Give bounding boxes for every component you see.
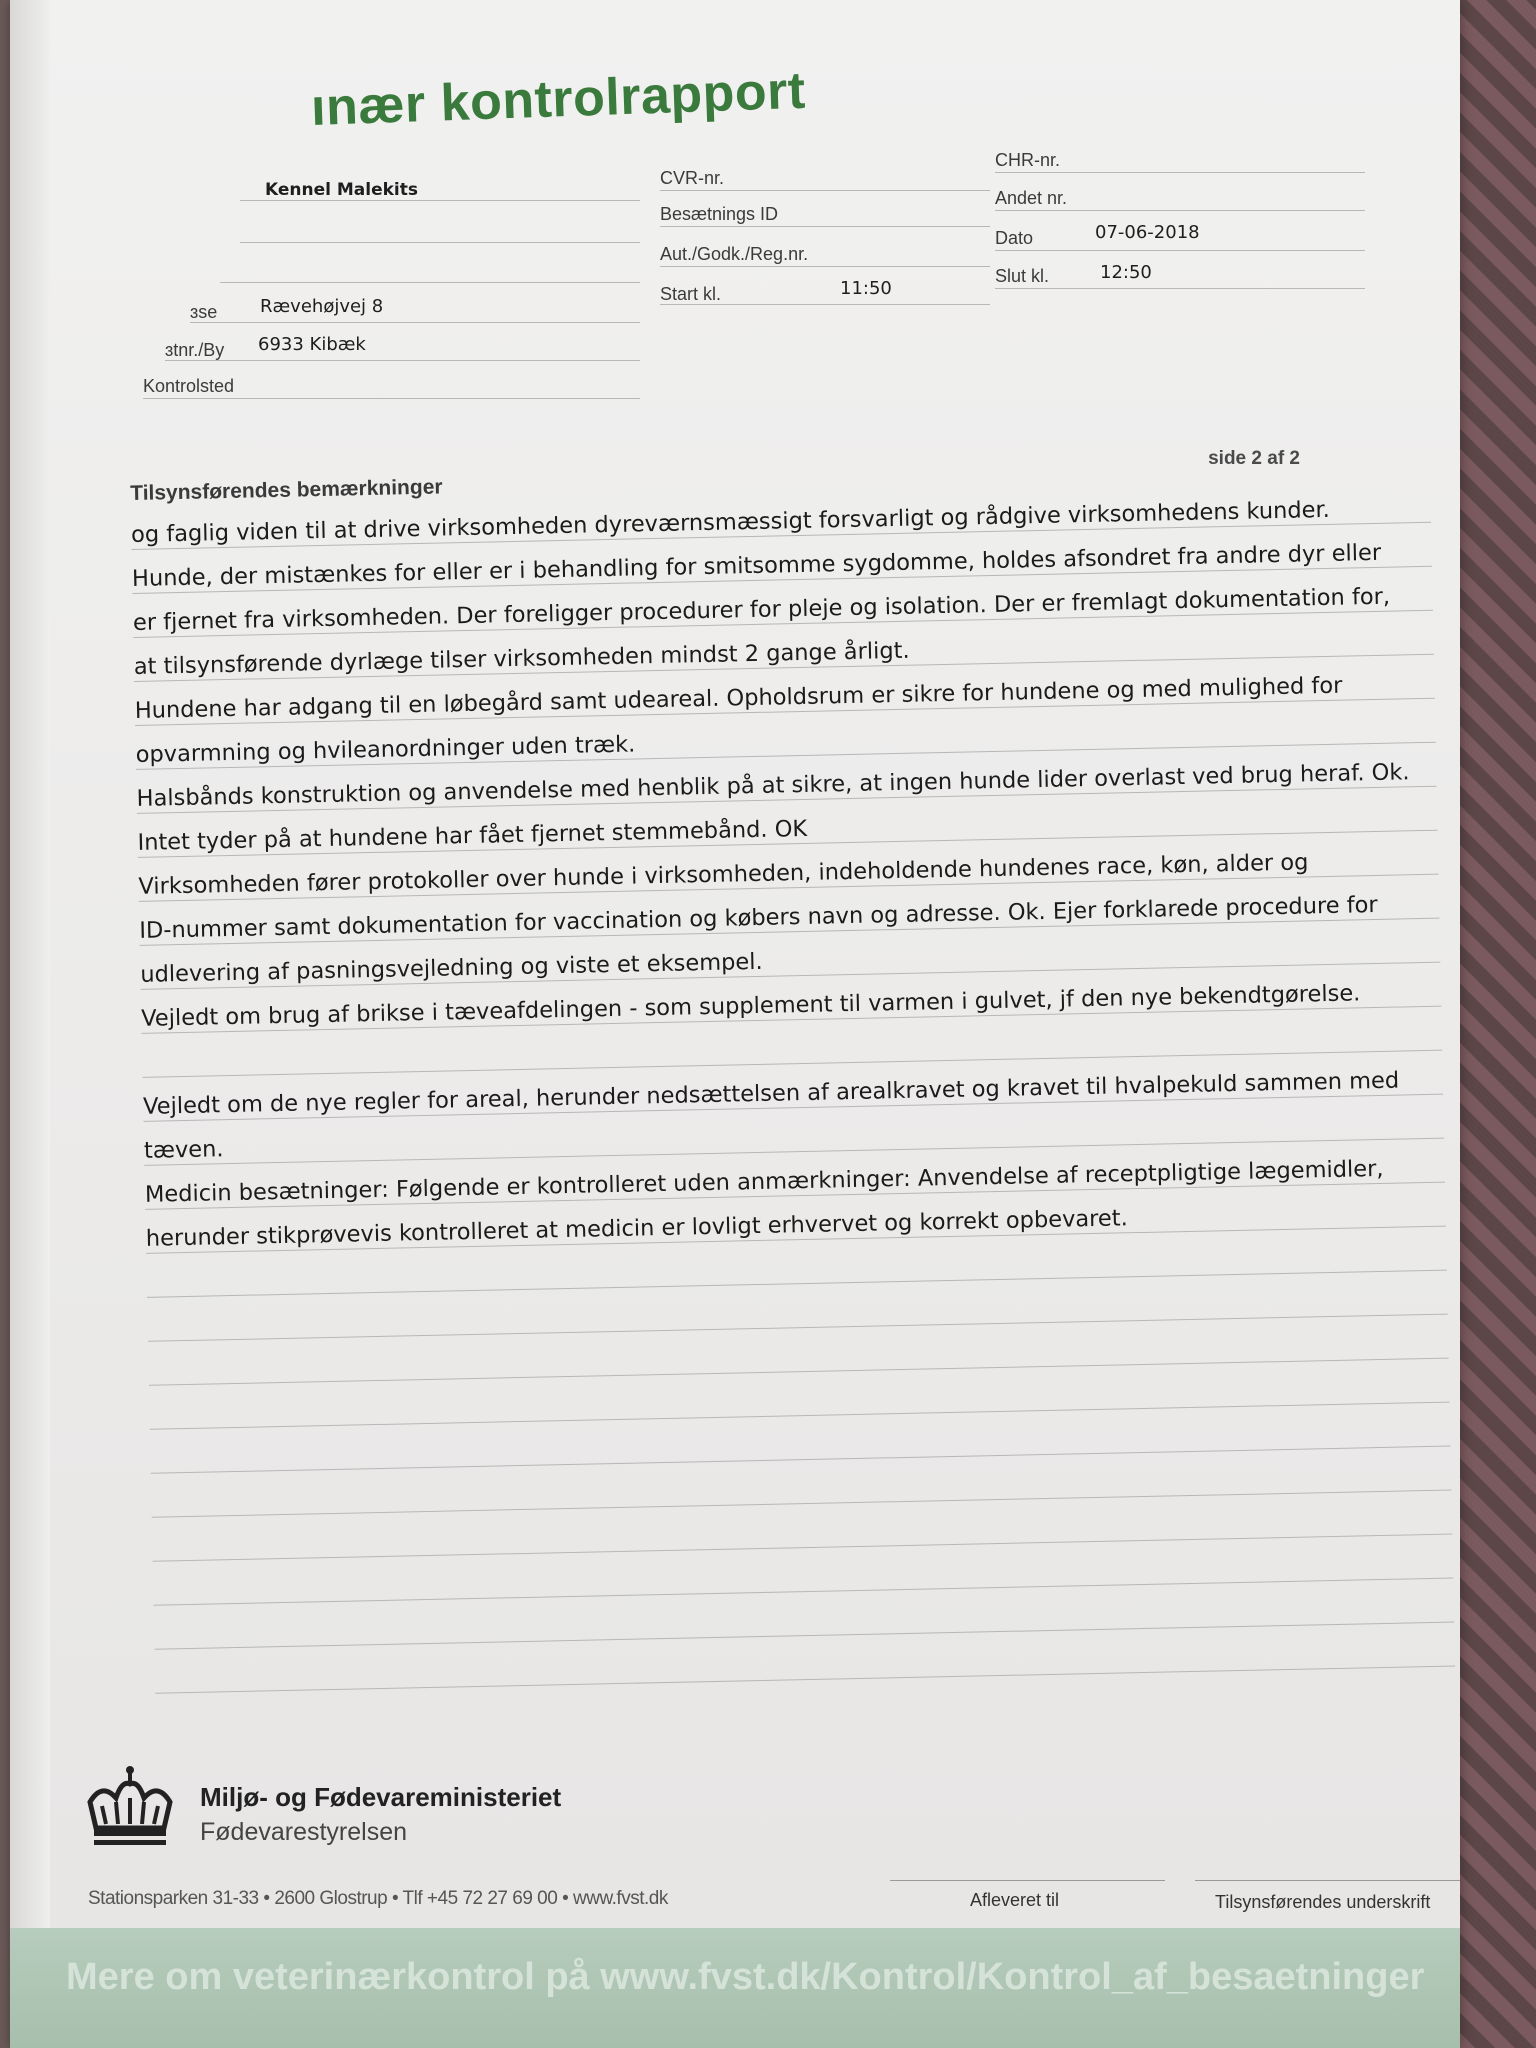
signature-label: Tilsynsførendes underskrift [1215, 1892, 1431, 1912]
remark-line: og faglig viden til at drive virksomheden dyreværnsmæssigt forsvarligt og rådgive virksomhedens kunder. [131, 479, 1432, 550]
address-underline [190, 322, 640, 323]
chr-underline [995, 172, 1365, 173]
cvr-label: CVR-nr. [660, 168, 725, 188]
start-label: Start kl. [660, 284, 722, 304]
info-banner [10, 1928, 1460, 2048]
remark-line: at tilsynsførende dyrlæge tilser virksomheden mindst 2 gange årligt. [133, 611, 1434, 682]
remark-line: herunder stikprøvevis kontrolleret at medicin er lovligt erhvervet og korrekt opbevaret. [145, 1183, 1446, 1254]
chr-label: CHR-nr. [995, 150, 1061, 170]
aut-underline [660, 266, 990, 267]
remark-lines [131, 479, 1456, 1694]
remark-line: Hunde, der mistænkes for eller er i behandling for smitsomme sygdomme, holdes afsondret fra andre dyr eller [131, 523, 1432, 594]
start-value: 11:50 [840, 278, 892, 299]
remark-line: Vejledt om brug af brikse i tæveafdelingen - som supplement til varmen i gulvet, jf den nye bekendtgørelse. [141, 963, 1442, 1034]
remarks-section [130, 455, 1455, 1694]
dato-label: Dato [995, 228, 1034, 248]
page-number: side 2 af 2 [1208, 448, 1300, 469]
report-page [10, 0, 1460, 2048]
dato-value: 07-06-2018 [1095, 222, 1200, 243]
address-label: ɜse [190, 302, 218, 322]
agency-name: Fødevarestyrelsen [200, 1818, 408, 1846]
page-edge [10, 0, 50, 2048]
footer-address: Stationsparken 31-33 • 2600 Glostrup • Tlf +45 72 27 69 00 • www.fvst.dk [88, 1888, 668, 1909]
remark-line: opvarmning og hvileanordninger uden træk. [135, 699, 1436, 770]
kontrolsted-underline [143, 398, 640, 399]
name-value: Kennel Malekits [265, 180, 419, 200]
blank-underline-1 [240, 242, 640, 243]
postnr-underline [165, 360, 640, 361]
postnr-label: ɜtnr./By [165, 340, 225, 360]
remark-line: Intet tyder på at hundene har fået fjernet stemmebånd. OK [137, 787, 1438, 858]
cvr-underline [660, 190, 990, 191]
dato-underline [995, 250, 1365, 251]
slut-value: 12:50 [1100, 262, 1152, 283]
banner-text: Mere om veterinærkontrol på www.fvst.dk/Kontrol/Kontrol_af_besaetninger [66, 1956, 1425, 1998]
name-underline [240, 200, 640, 201]
remark-line: Medicin besætninger: Følgende er kontrolleret uden anmærkninger: Anvendelse af receptpligtige lægemidler, [144, 1139, 1445, 1210]
postnr-value: 6933 Kibæk [258, 334, 366, 355]
slut-label: Slut kl. [995, 266, 1050, 286]
remark-line: er fjernet fra virksomheden. Der foreligger procedurer for pleje og isolation. Der er fremlagt dokumentation for, [132, 567, 1433, 638]
address-value: Rævehøjvej 8 [260, 296, 384, 317]
blank-underline-2 [220, 282, 640, 283]
report-title: ınær kontrolrapport [310, 61, 807, 137]
remarks-heading: Tilsynsførendes bemærkninger [130, 475, 443, 505]
besaetnings-underline [660, 226, 990, 227]
remark-line: Virksomheden fører protokoller over hunde i virksomheden, indeholdende hundenes race, køn, alder og [138, 831, 1439, 902]
remark-line: Halsbånds konstruktion og anvendelse med henblik på at sikre, at ingen hunde lider overlast ved brug heraf. Ok. [136, 743, 1437, 814]
slut-underline [995, 288, 1365, 289]
afleveret-label: Afleveret til [970, 1890, 1060, 1910]
start-underline [660, 304, 990, 305]
aut-label: Aut./Godk./Reg.nr. [660, 244, 809, 264]
ministry-name: Miljø- og Fødevareministeriet [200, 1782, 562, 1812]
remark-line: Vejledt om de nye regler for areal, herunder nedsættelsen af arealkravet og kravet til hvalpekuld sammen med [142, 1051, 1443, 1122]
besaetnings-label: Besætnings ID [660, 204, 779, 224]
remark-line: udlevering af pasningsvejledning og viste et eksempel. [140, 919, 1441, 990]
afleveret-line [890, 1880, 1165, 1881]
andet-underline [995, 210, 1365, 211]
kontrolsted-label: Kontrolsted [143, 376, 235, 396]
remark-line: tæven. [143, 1095, 1444, 1166]
crown-icon [82, 1762, 178, 1856]
signature-line [1195, 1880, 1460, 1881]
andet-label: Andet nr. [995, 188, 1068, 208]
remark-line: Hundene har adgang til en løbegård samt udeareal. Opholdsrum er sikre for hundene og med mulighed for [134, 655, 1435, 726]
remark-line: ID-nummer samt dokumentation for vaccination og købers navn og adresse. Ok. Ejer forklarede procedure for [139, 875, 1440, 946]
